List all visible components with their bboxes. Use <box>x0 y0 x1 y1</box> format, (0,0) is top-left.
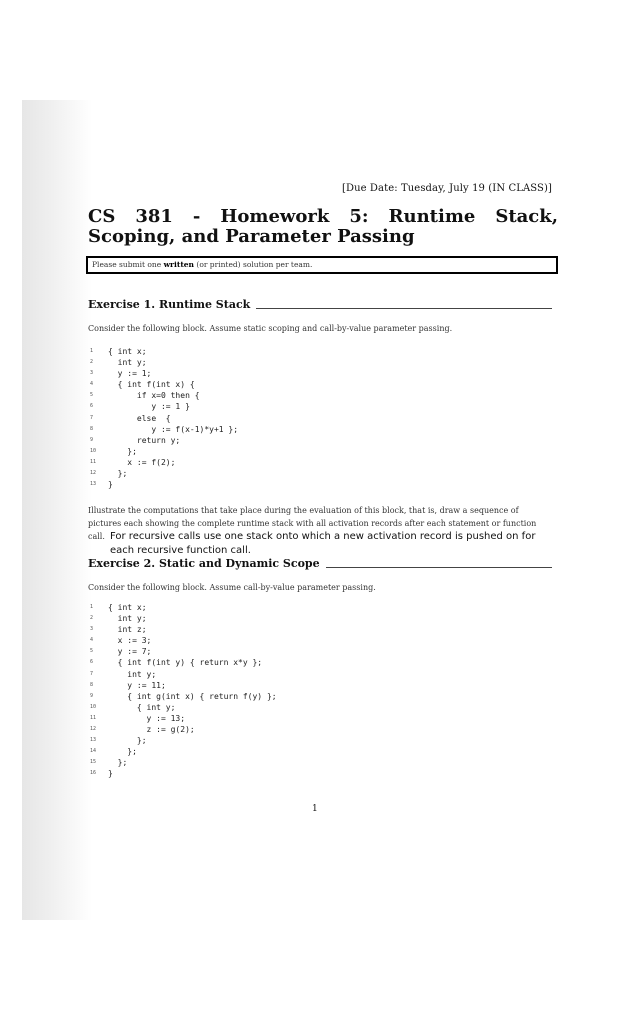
code-line-text: }; <box>108 747 137 757</box>
code-line-text: int y; <box>108 358 147 368</box>
code-line <box>88 669 388 680</box>
code-line <box>88 757 388 768</box>
code-line-text: int y; <box>108 614 147 624</box>
code-line <box>88 735 388 746</box>
code-line-text: y := f(x-1)*y+1 }; <box>108 424 239 434</box>
code-line-number: 9 <box>90 692 94 699</box>
code-line-number: 4 <box>90 381 94 388</box>
code-line-number: 4 <box>90 637 94 644</box>
code-line-number: 10 <box>90 703 97 710</box>
code-line-text: y := 1; <box>108 369 152 379</box>
code-line-text: y := 11; <box>108 680 166 690</box>
code-line-text: { int g(int x) { return f(y) }; <box>108 691 277 701</box>
code-line-number: 7 <box>90 670 94 677</box>
code-line-number: 11 <box>90 458 97 465</box>
code-line-text: { int f(int y) { return x*y }; <box>108 658 263 668</box>
code-line-number: 5 <box>90 392 94 399</box>
code-line-number: 9 <box>90 436 94 443</box>
code-line-text: } <box>108 480 113 490</box>
code-line-number: 5 <box>90 648 94 655</box>
due-date: [Due Date: Tuesday, July 19 (IN CLASS)] <box>341 183 552 194</box>
code-line-text: if x=0 then { <box>108 391 200 401</box>
page-title: CS 381 - Homework 5: Runtime Stack, Scoping, and Parameter Passing <box>88 206 558 247</box>
code-line-number: 7 <box>90 414 94 421</box>
code-line-text: { int y; <box>108 702 176 712</box>
code-line <box>88 702 388 713</box>
exercise1-heading-rule <box>256 308 552 309</box>
code-line-text: return y; <box>108 435 181 445</box>
code-line-number: 2 <box>90 359 94 366</box>
notice-text-bold: written <box>163 260 195 269</box>
code-line <box>88 602 388 613</box>
exercise1-handwritten-note: For recursive calls use one stack onto which a new activation record is pushed on for each recursive function call. <box>110 531 536 556</box>
code-line-number: 14 <box>90 748 97 755</box>
exercise2-heading-row <box>88 557 552 570</box>
code-line-text: }; <box>108 758 128 768</box>
code-line <box>88 646 388 657</box>
code-line <box>88 435 388 446</box>
code-line <box>88 691 388 702</box>
code-line <box>88 680 388 691</box>
exercise2-heading-rule <box>326 567 552 568</box>
exercise1-heading: Exercise 1. Runtime Stack <box>88 298 251 311</box>
exercise2-intro: Consider the following block. Assume call-by-value parameter passing. <box>88 583 376 592</box>
code-line <box>88 746 388 757</box>
code-line-number: 10 <box>90 447 97 454</box>
code-line <box>88 457 388 468</box>
code-line-number: 1 <box>90 348 94 354</box>
page-number: 1 <box>312 804 318 814</box>
code-line <box>88 479 388 490</box>
code-line-text: x := f(2); <box>108 457 176 467</box>
code-line-text: { int x; <box>108 603 147 612</box>
code-line <box>88 713 388 724</box>
code-line-number: 15 <box>90 759 97 766</box>
code-line-number: 1 <box>90 604 94 610</box>
code-line-text: z := g(2); <box>108 725 195 735</box>
code-line <box>88 413 388 424</box>
code-line-number: 8 <box>90 425 94 432</box>
code-line-text: { int x; <box>108 347 147 356</box>
code-line-text: }; <box>108 469 128 479</box>
code-line <box>88 424 388 435</box>
code-line-number: 6 <box>90 659 94 666</box>
code-line <box>88 657 388 668</box>
code-line-text: int z; <box>108 625 147 635</box>
code-line <box>88 401 388 412</box>
code-line <box>88 368 388 379</box>
code-line-number: 12 <box>90 470 97 477</box>
code-line-text: }; <box>108 736 147 746</box>
exercise1-intro: Consider the following block. Assume static scoping and call-by-value parameter passing. <box>88 324 453 333</box>
code-line <box>88 468 388 479</box>
code-line-number: 16 <box>90 770 97 777</box>
code-line <box>88 635 388 646</box>
code-line-number: 12 <box>90 726 97 733</box>
code-line <box>88 613 388 624</box>
exercise2-code-listing <box>88 602 388 780</box>
exercise1-code-listing <box>88 346 388 490</box>
code-line-text: else { <box>108 413 171 423</box>
notice-text-post: (or printed) solution per team. <box>194 260 313 269</box>
code-line-text: y := 7; <box>108 647 152 657</box>
exercise1-task: Illustrate the computations that take place during the evaluation of this block, that is, draw a sequence of pictures each showing the complete runtime stack with all activation records after each statement or function call. <box>88 506 537 541</box>
code-line-number: 2 <box>90 615 94 622</box>
code-line <box>88 390 388 401</box>
code-line <box>88 346 388 357</box>
code-line <box>88 724 388 735</box>
code-line-text: } <box>108 769 113 779</box>
notice-text-pre: Please submit one <box>92 260 164 269</box>
code-line-text: y := 1 } <box>108 402 190 412</box>
code-line-number: 3 <box>90 370 94 377</box>
code-line-number: 13 <box>90 737 97 744</box>
exercise2-heading: Exercise 2. Static and Dynamic Scope <box>88 557 320 570</box>
code-line-text: }; <box>108 446 137 456</box>
code-line <box>88 379 388 390</box>
code-line <box>88 446 388 457</box>
code-line-number: 13 <box>90 481 97 488</box>
code-line-number: 11 <box>90 714 97 721</box>
code-line-text: int y; <box>108 669 157 679</box>
code-line <box>88 768 388 779</box>
code-line-text: x := 3; <box>108 636 152 646</box>
submission-notice <box>86 256 558 274</box>
code-line <box>88 624 388 635</box>
code-line-number: 8 <box>90 681 94 688</box>
code-line-text: { int f(int x) { <box>108 380 195 390</box>
code-line-number: 3 <box>90 626 94 633</box>
code-line-number: 6 <box>90 403 94 410</box>
exercise1-heading-row <box>88 298 552 311</box>
code-line <box>88 357 388 368</box>
code-line-text: y := 13; <box>108 713 186 723</box>
